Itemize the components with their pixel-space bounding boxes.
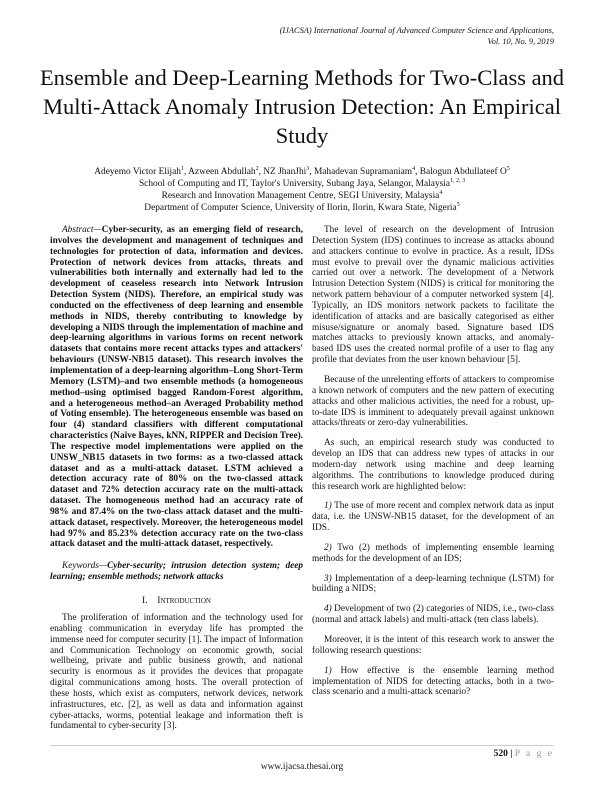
affiliation: Research and Innovation Management Centre, SEGI University, Malaysia$^4$: [161, 189, 443, 201]
contribution-item: 1) The use of more recent and complex network data as input data, i.e. the UNSW-NB15 dataset, for the development of an IDS.: [312, 501, 554, 534]
author: NZ JhanJhi$^3$: [263, 165, 310, 177]
contribution-item: 2) Two (2) methods of implementing ensemble learning methods for the development of an IDS;: [312, 542, 555, 564]
journal-name: (IJACSA) International Journal of Advanced Computer Science and Applications,: [279, 26, 554, 35]
section-heading: I. Introduction: [142, 595, 211, 606]
page-number: 520 | P a g e: [493, 749, 554, 760]
paragraph: Moreover, it is the intent of this research work to answer the following research questions:: [312, 635, 554, 656]
paragraph: The proliferation of information and the technology used for enabling communication in everyday life has prompted the immense need for computer security [1]. The impact of Information and Communication Technology on economic growth, social wellbeing, private and public business growth, and national security is enormous as it provides the devices that propagate digital communications among hosts. The overall protection of these hosts, which exist as computers, network devices, network infrastructures, etc. [2], as well as data and information against cyber-attacks, worms, potential leakage and information theft is fundamental to cyber-security [3].: [50, 613, 303, 732]
author: Mahadevan Supramaniam$^4$: [313, 165, 416, 177]
right-column: [312, 225, 554, 741]
abstract: Abstract—Cyber-security, as an emerging field of research, involves the development and management of techniques and technologies for protection of data, information and devices. Protection of network devices from attacks, threats and vulnerabilities both internally and externally had led to the development of ceaseless research into Network Intrusion Detection System (NIDS). Therefore, an empirical study was conducted on the effectiveness of deep learning and ensemble methods in NIDS, thereby contributing to knowledge by developing a NIDS through the implementation of machine and deep-learning algorithms in various forms on recent network datasets that contains more recent attacks types and attackers' behaviours (UNSW-NB15 dataset). This research involves the implementation of a deep-learning algorithm–Long Short-Term Memory (LSTM)–and two ensemble methods (a homogeneous method–using optimised bagged Random-Forest algorithm, and a heterogeneous method–an Averaged Probability method of Voting ensemble). The heterogeneous ensemble was based on four (4) standard classifiers with different computational characteristics (Naïve Bayes, kNN, RIPPER and Decision Tree). The respective model implementations were applied on the UNSW_NB15 datasets in two forms: as a two-classed attack dataset and as a multi-attack dataset. LSTM achieved a detection accuracy rate of 80% on the two-classed attack dataset and 72% detection accuracy rate on the multi-attack dataset. The homogeneous method had an accuracy rate of 98% and 87.4% on the two-class attack dataset and the multi-attack dataset, respectively. Moreover, the heterogeneous model had 97% and 85.23% detection accuracy rate on the two-class attack dataset and the multi-attack dataset, respectively.: [50, 225, 303, 550]
left-column: [50, 225, 303, 741]
keywords: Keywords—Cyber-security; intrusion detection system; deep learning; ensemble methods; network attacks: [50, 561, 303, 583]
contribution-item: 3) Implementation of a deep-learning technique (LSTM) for building a NIDS;: [312, 573, 554, 595]
question-item: 1) How effective is the ensemble learning method implementation of NIDS for detecting attacks, both in a two-class scenario and a multi-attack scenario?: [312, 665, 554, 698]
paper-title: Ensemble and Deep-Learning Methods for Two-Class and Multi-Attack Anomaly Intrusion Detection: An Empirical Study: [39, 65, 565, 148]
paragraph: The level of research on the development of Intrusion Detection System (IDS) continues to increase as attacks abound and attackers continue to evolve in practice. As a result, IDSs must evolve to prevail over the dynamic malicious activities carried out over a network. The development of a Network Intrusion Detection System (NIDS) is critical for monitoring the network pattern behaviour of a computer networked system [4]. Typically, an IDS monitors network packets to facilitate the identification of attacks and are basically categorised as either misuse/signature or anomaly based. Signature based IDS matches attacks to previously known attacks, and anomaly-based IDS uses the created normal profile of a user to flag any profile that deviates from the user known behaviour [5].: [312, 225, 554, 366]
author: Balogun Abdullateef $O^5$: [419, 165, 510, 177]
author: Adeyemo Victor Elijah$^1$: [94, 165, 184, 177]
paragraph: As such, an empirical research study was conducted to develop an IDS that can address new types of attacks in our modern-day network using machine and deep learning algorithms. The contributions to knowledge produced during this research work are highlighted below:: [312, 438, 554, 492]
author-list: Adeyemo Victor Elijah$^1$, Azween Abdullah$^2$, NZ JhanJhi$^3$, Mahadevan Supramaniam$^4$, Balogun Abdullateef $O^5$: [94, 165, 510, 177]
affiliation: Department of Computer Science, University of Ilorin, Ilorin, Kwara State, Nigeria$^5$: [144, 201, 460, 213]
footer-url: www.ijacsa.thesai.org: [260, 762, 344, 773]
contribution-item: 4) Development of two (2) categories of NIDS, i.e., two-class (normal and attack labels) and multi-attack (ten class labels).: [312, 604, 555, 626]
journal-volume: Vol. 10, No. 9, 2019: [487, 37, 554, 46]
author-block: [20, 166, 584, 214]
author: Azween Abdullah$^2$: [188, 165, 259, 177]
page-footer: [50, 745, 554, 773]
footer-divider: [50, 745, 554, 746]
affiliation: School of Computing and IT, Taylor's University, Subang Jaya, Selangor, Malaysia$^{1, 2, 3}$: [138, 177, 466, 189]
body-columns: [50, 225, 554, 741]
running-header: [50, 25, 554, 47]
paragraph: Because of the unrelenting efforts of attackers to compromise a known network of computers and the new pattern of executing attacks and other malicious activities, the need for a robust, up-to-date IDS is imminent to adequately prevail against unknown attacks/threats or zero-day vulnerabilities.: [312, 374, 554, 429]
